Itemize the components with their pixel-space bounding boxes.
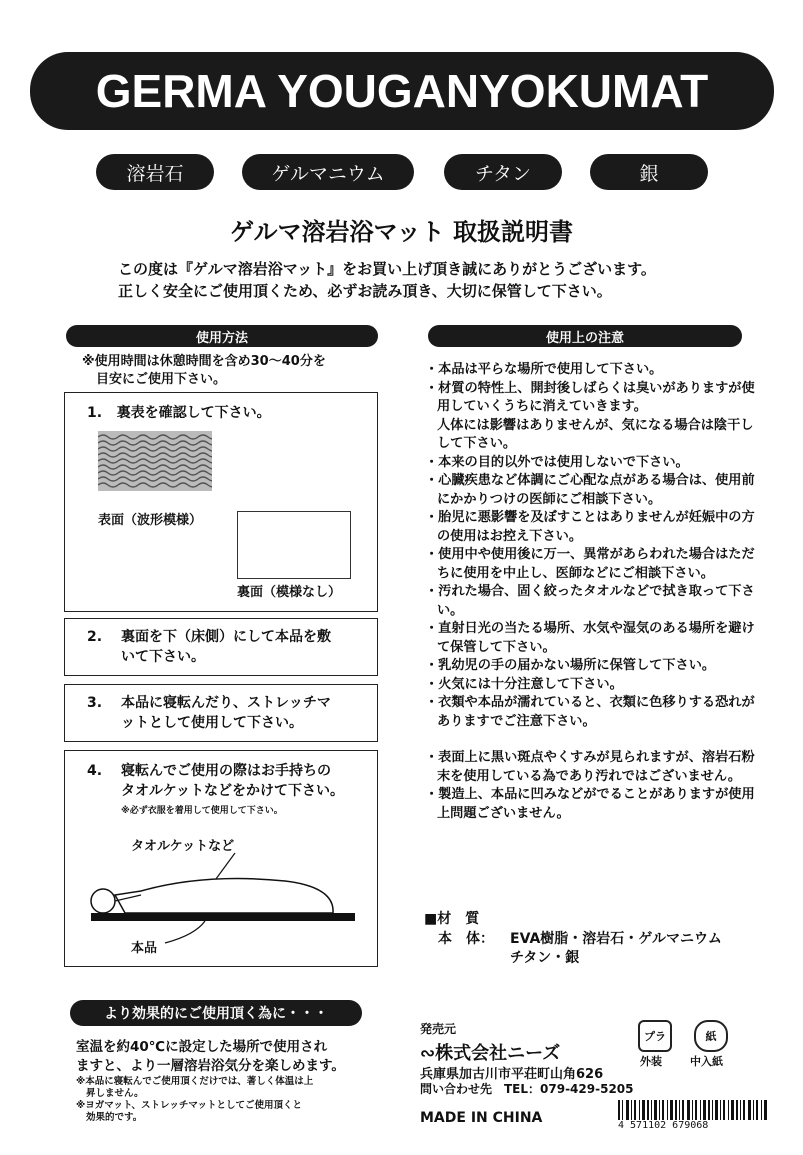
effect-heading: より効果的にご使用頂く為に・・・: [70, 1000, 362, 1026]
material-body-label: 本 体：: [438, 931, 494, 947]
material-pill-titanium: チタン: [444, 154, 562, 190]
plastic-recycle-icon: プラ: [638, 1020, 672, 1052]
caution-list: [425, 361, 755, 823]
product-title-banner: [30, 52, 774, 130]
effect-text: 室温を約40℃に設定した場所で使用され ますと、より一層溶岩浴気分を楽しめます。 ※本品に寝転んでご使用頂くだけでは、著しく体温は上 昇しません。 ※ヨガマット、ストレッチマットとしてご使用頂くと 効果的です。: [76, 1039, 345, 1123]
product-label: 本品: [131, 941, 158, 956]
step3-box: 3. 本品に寝転んだり、ストレッチマ ットとして使用して下さい。: [64, 684, 378, 742]
plain-back-image: [237, 511, 351, 579]
company-name: ∾株式会社ニーズ: [420, 1043, 561, 1064]
towel-label: タオルケットなど: [131, 839, 235, 854]
caution-item: ・汚れた場合、固く絞ったタオルなどで拭き取って下さい。: [425, 584, 755, 618]
seller-label: 発売元: [420, 1022, 457, 1036]
usage-time-note: ※使用時間は休憩時間を含め30～40分を 目安にご使用下さい。: [82, 354, 326, 387]
step2-box: 2. 裏面を下（床側）にして本品を敷 いて下さい。: [64, 618, 378, 676]
barcode-number: 4 571102 679068: [618, 1120, 709, 1131]
caution-item: ・製造上、本品に凹みなどがでることがありますが使用上問題ございません。: [425, 787, 755, 821]
material-pill-germanium: ゲルマニウム: [242, 154, 414, 190]
step4-box: 4. 寝転んでご使用の際はお手持ちの タオルケットなどをかけて下さい。 ※必ず衣服を着用して使用して下さい。 タオルケットなど 本品: [64, 750, 378, 967]
material-pill-lava: 溶岩石: [96, 154, 214, 190]
paper-recycle-label: 中入紙: [690, 1055, 723, 1068]
caution-item: ・使用中や使用後に万一、異常があらわれた場合はただちに使用を中止し、医師などにご相談下さい。: [425, 547, 755, 581]
caution-item: ・本来の目的以外では使用しないで下さい。: [425, 454, 689, 470]
seller-info: [420, 1022, 634, 1126]
front-label: 表面（波形模様）: [98, 513, 203, 528]
caution-item: 人体には影響はありませんが、気になる場合は陰干しして下さい。: [437, 417, 754, 451]
step1-text: 1. 裏表を確認して下さい。: [87, 405, 271, 421]
material-value: EVA樹脂・溶岩石・ゲルマニウム チタン・銀: [510, 931, 722, 966]
material-label: ■材 質: [424, 911, 480, 927]
step2-text: 裏面を下（床側）にして本品を敷 いて下さい。: [121, 629, 331, 665]
barcode-image: [618, 1100, 768, 1120]
product-title: GERMA YOUGANYOKUMAT: [95, 65, 709, 117]
intro-text: この度は『ゲルマ溶岩浴マット』をお買い上げ頂き誠にありがとうございます。 正しく安全にご使用頂くため、必ずお読み頂き、大切に保管して下さい。: [118, 260, 656, 300]
plastic-recycle-label: 外装: [640, 1055, 662, 1068]
caution-item: ・心臓疾患など体調にご心配な点がある場合は、使用前にかかりつけの医師にご相談下さい。: [425, 473, 755, 507]
company-address: 兵庫県加古川市平荘町山角626: [420, 1067, 604, 1082]
step1-box: [64, 392, 378, 612]
document-title: ゲルマ溶岩浴マット 取扱説明書: [230, 218, 573, 246]
company-logo-icon: ∾: [420, 1043, 436, 1064]
usage-heading: 使用方法: [66, 325, 378, 347]
origin-label: MADE IN CHINA: [420, 1110, 543, 1126]
caution-item: ・直射日光の当たる場所、水気や湿気のある場所を避けて保管して下さい。: [425, 621, 755, 655]
lying-person-illustration: [85, 851, 365, 963]
caution-item: ・乳幼児の手の届かない場所に保管して下さい。: [425, 658, 716, 673]
caution-heading: 使用上の注意: [428, 325, 742, 347]
step4-note: ※必ず衣服を着用して使用して下さい。: [121, 806, 283, 816]
caution-item: ・衣類や本品が濡れていると、衣類に色移りする恐れがありますでご注意下さい。: [425, 695, 755, 729]
material-pill-silver: 銀: [590, 154, 708, 190]
caution-item: ・火気には十分注意して下さい。: [425, 676, 623, 692]
caution-item: ・表面上に黒い斑点やくすみが見られますが、溶岩石粉末を使用している為であり汚れではございません。: [425, 750, 755, 784]
step3-text: 本品に寝転んだり、ストレッチマ ットとして使用して下さい。: [121, 695, 331, 731]
company-contact: 問い合わせ先 TEL：079-429-5205: [420, 1082, 634, 1096]
paper-recycle-icon: 紙: [694, 1020, 728, 1052]
back-label: 裏面（模様なし）: [237, 585, 342, 600]
step4-text: 寝転んでご使用の際はお手持ちの タオルケットなどをかけて下さい。: [121, 763, 345, 799]
caution-item: ・本品は平らな場所で使用して下さい。: [425, 362, 663, 377]
wave-pattern-image: [98, 431, 212, 491]
caution-item: ・胎児に悪影響を及ぼすことはありませんが妊娠中の方の使用はお控え下さい。: [425, 510, 755, 544]
caution-item: ・材質の特性上、開封後しばらくは臭いがありますが使用していくうちに消えていきます。: [425, 380, 755, 414]
